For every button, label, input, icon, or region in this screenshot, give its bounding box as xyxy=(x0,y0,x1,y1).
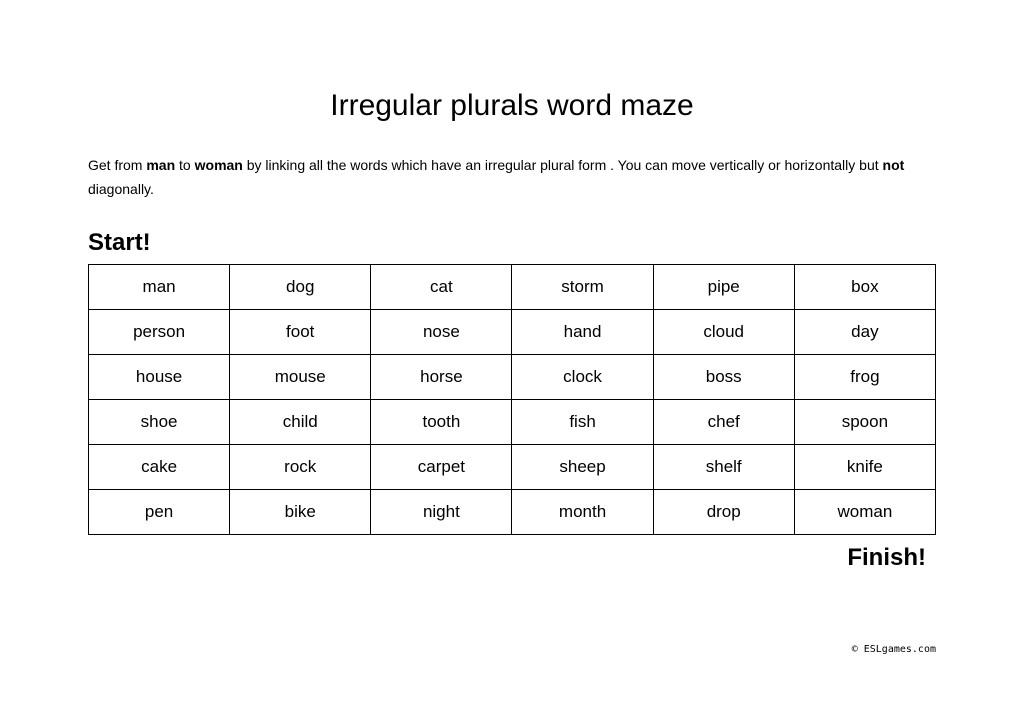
maze-cell: box xyxy=(794,265,935,310)
maze-row xyxy=(89,355,936,400)
start-label: Start! xyxy=(88,229,151,256)
maze-cell: dog xyxy=(230,265,371,310)
maze-cell: clock xyxy=(512,355,653,400)
instructions-text: diagonally. xyxy=(88,181,154,197)
end-word: woman xyxy=(194,157,243,173)
maze-cell: child xyxy=(230,400,371,445)
maze-cell: bike xyxy=(230,490,371,535)
copyright-credit: © ESLgames.com xyxy=(851,644,936,655)
maze-cell: tooth xyxy=(371,400,512,445)
start-word: man xyxy=(146,157,176,173)
page-title: Irregular plurals word maze xyxy=(330,89,694,122)
maze-cell: night xyxy=(371,490,512,535)
maze-cell: shelf xyxy=(653,445,794,490)
maze-cell: carpet xyxy=(371,445,512,490)
maze-cell: mouse xyxy=(230,355,371,400)
maze-cell: person xyxy=(89,310,230,355)
maze-cell: pen xyxy=(89,490,230,535)
word-maze-grid xyxy=(88,264,936,535)
maze-cell: frog xyxy=(794,355,935,400)
maze-cell: man xyxy=(89,265,230,310)
maze-cell: fish xyxy=(512,400,653,445)
maze-cell: rock xyxy=(230,445,371,490)
maze-cell: hand xyxy=(512,310,653,355)
maze-row xyxy=(89,310,936,355)
maze-cell: cloud xyxy=(653,310,794,355)
instructions-text: Get from xyxy=(88,157,147,173)
instructions xyxy=(88,153,928,201)
maze-cell: nose xyxy=(371,310,512,355)
maze-cell: cake xyxy=(89,445,230,490)
finish-label: Finish! xyxy=(847,544,926,571)
maze-row xyxy=(89,265,936,310)
maze-cell: storm xyxy=(512,265,653,310)
maze-cell: day xyxy=(794,310,935,355)
emphasis-word: not xyxy=(882,157,905,173)
maze-cell: horse xyxy=(371,355,512,400)
maze-cell: drop xyxy=(653,490,794,535)
maze-cell: pipe xyxy=(653,265,794,310)
maze-cell: chef xyxy=(653,400,794,445)
maze-cell: knife xyxy=(794,445,935,490)
maze-row xyxy=(89,445,936,490)
maze-cell: cat xyxy=(371,265,512,310)
maze-cell: spoon xyxy=(794,400,935,445)
maze-cell: foot xyxy=(230,310,371,355)
maze-cell: woman xyxy=(794,490,935,535)
maze-row xyxy=(89,400,936,445)
instructions-text: to xyxy=(175,157,195,173)
maze-cell: house xyxy=(89,355,230,400)
maze-row xyxy=(89,490,936,535)
instructions-text: by linking all the words which have an irregular plural form . You can move vertically or horizontally but xyxy=(242,157,883,173)
maze-cell: boss xyxy=(653,355,794,400)
maze-cell: shoe xyxy=(89,400,230,445)
maze-cell: sheep xyxy=(512,445,653,490)
maze-cell: month xyxy=(512,490,653,535)
